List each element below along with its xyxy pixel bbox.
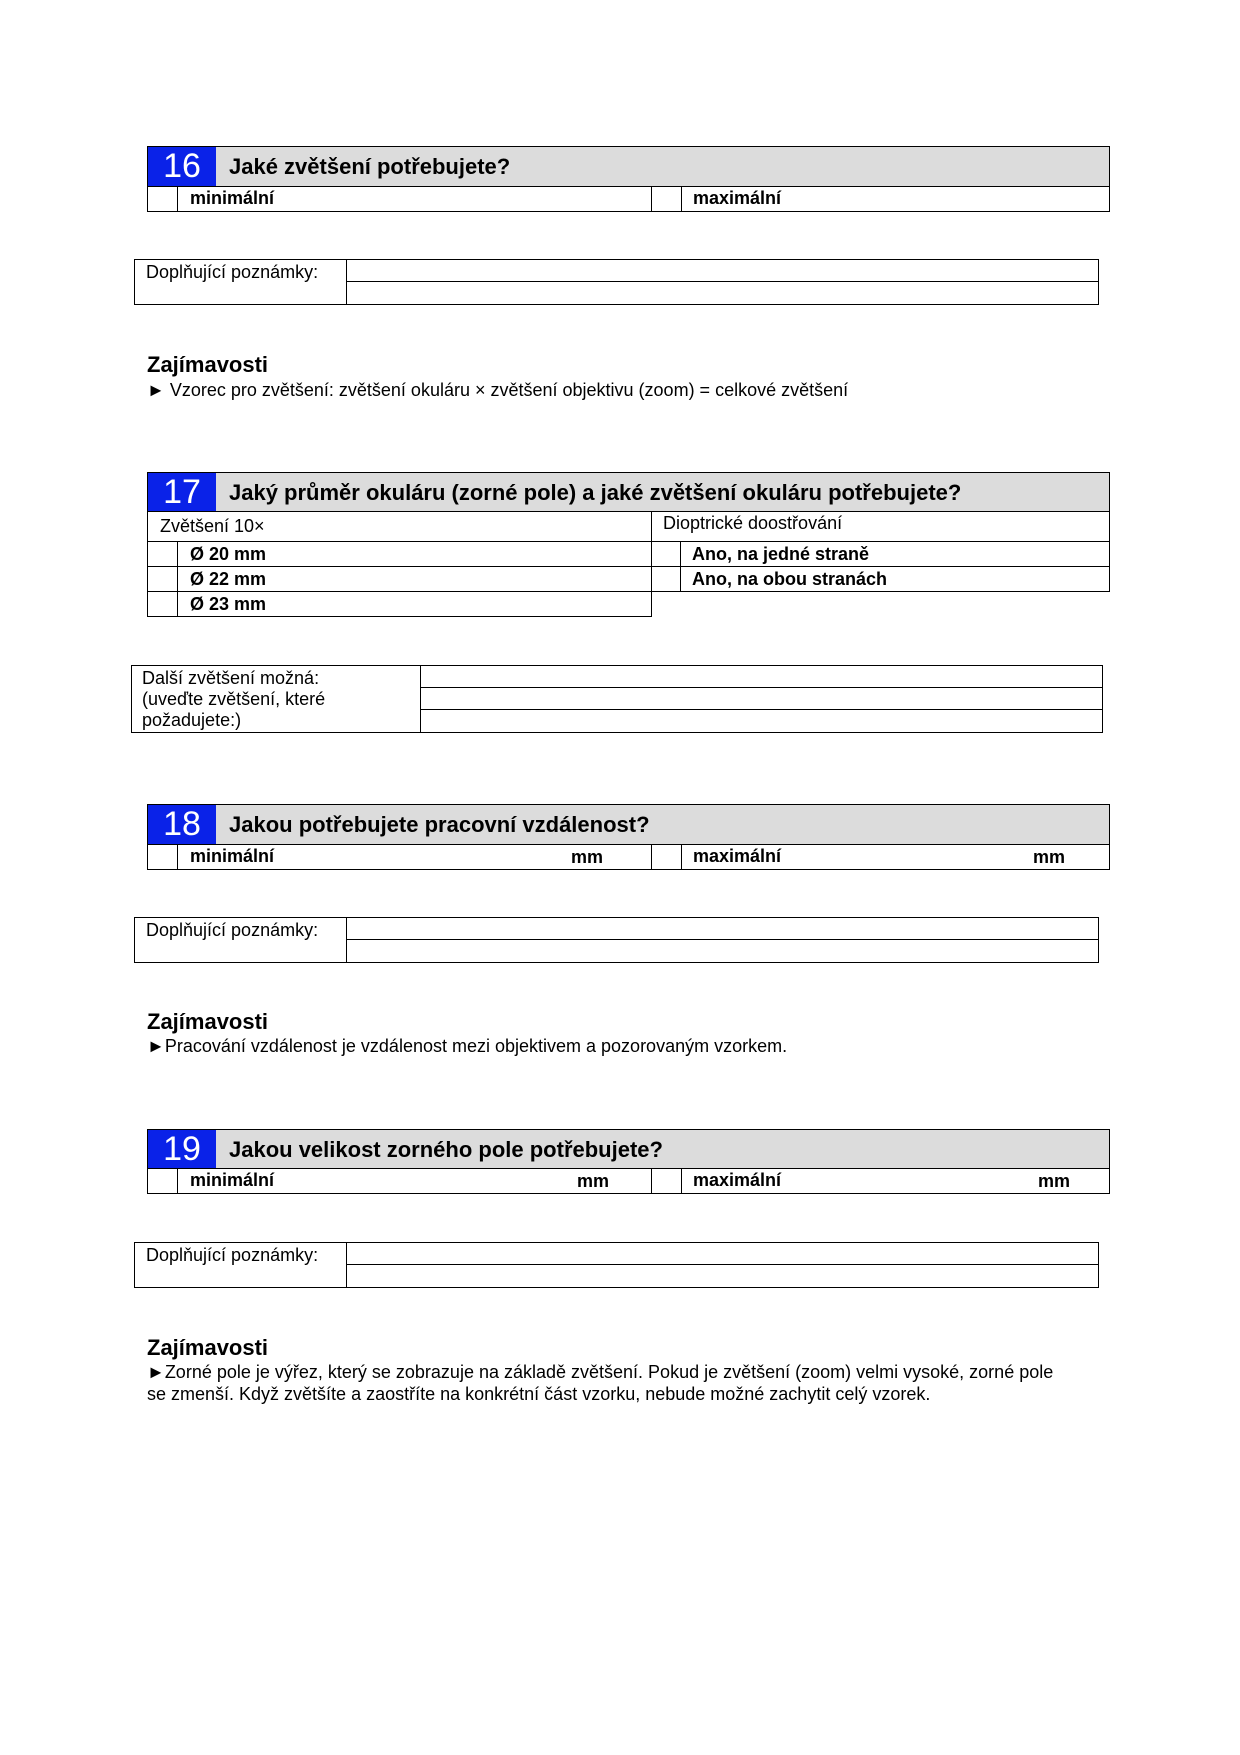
q18-max-checkbox[interactable] (652, 844, 682, 869)
q18-min-label: minimální (190, 846, 275, 866)
q17-extra-field-2[interactable] (421, 688, 1102, 710)
q18-min-unit: mm (571, 847, 604, 867)
q19-minmax-row (147, 1168, 1110, 1194)
q19-max-label: maximální (693, 1170, 782, 1190)
q16-notes-table (134, 259, 1099, 305)
q18-notes-field-2[interactable] (347, 940, 1098, 962)
q17-header (147, 472, 1110, 512)
q18-tip: ►Pracování vzdálenost je vzdálenost mezi objektivem a pozorovaným vzorkem. (147, 1036, 788, 1056)
q17-option-22mm: Ø 22 mm (190, 569, 267, 589)
q19-notes-label: Doplňující poznámky: (146, 1245, 319, 1265)
q16-notes-field-2[interactable] (347, 282, 1098, 304)
q16-max-label: maximální (693, 188, 782, 208)
q18-title: Jakou potřebujete pracovní vzdálenost? (229, 812, 650, 837)
q16-min-checkbox[interactable] (148, 186, 178, 211)
q19-number: 19 (148, 1130, 216, 1168)
q18-number: 18 (148, 805, 216, 844)
q18-tips-heading: Zajímavosti (147, 1009, 269, 1034)
q17-extra-label-2: (uveďte zvětšení, které (142, 689, 326, 709)
q16-max-checkbox[interactable] (652, 186, 682, 211)
q17-number: 17 (148, 473, 216, 511)
q17-right-header: Dioptrické doostřování (663, 513, 843, 533)
q19-max-unit: mm (1038, 1171, 1071, 1191)
q19-min-label: minimální (190, 1170, 275, 1190)
q17-option-20mm: Ø 20 mm (190, 544, 267, 564)
q17-extra-field-1[interactable] (421, 666, 1102, 688)
q16-tips-heading: Zajímavosti (147, 352, 269, 377)
q19-header (147, 1129, 1110, 1169)
q16-notes-label: Doplňující poznámky: (146, 262, 319, 282)
q19-notes-field-1[interactable] (347, 1243, 1098, 1265)
q19-title: Jakou velikost zorného pole potřebujete? (229, 1137, 663, 1162)
q17-extra-table (131, 665, 1103, 733)
q17-extra-label-1: Další zvětšení možná: (142, 668, 320, 688)
q17-right-table (651, 511, 1110, 592)
q17-option-both-sides: Ano, na obou stranách (692, 569, 888, 589)
q17-extra-label-3: požadujete:) (142, 710, 242, 730)
q16-tip: ► Vzorec pro zvětšení: zvětšení okuláru × zvětšení objektivu (zoom) = celkové zvětšení (147, 380, 849, 400)
q17-title: Jaký průměr okuláru (zorné pole) a jaké zvětšení okuláru potřebujete? (229, 480, 962, 505)
q18-minmax-row (147, 844, 1110, 870)
q18-notes-field-1[interactable] (347, 918, 1098, 940)
q16-minmax-row (147, 186, 1110, 212)
q19-max-checkbox[interactable] (652, 1168, 682, 1193)
q18-min-checkbox[interactable] (148, 844, 178, 869)
q16-number: 16 (148, 147, 216, 186)
q17-left-checkbox-2[interactable] (148, 567, 178, 591)
q16-min-label: minimální (190, 188, 275, 208)
q17-option-one-side: Ano, na jedné straně (692, 544, 870, 564)
q19-tip-line-2: se zmenší. Když zvětšíte a zaostříte na konkrétní část vzorku, nebude možné zachytit celý vzorek. (147, 1384, 931, 1404)
q16-header (147, 146, 1110, 187)
q18-notes-label: Doplňující poznámky: (146, 920, 319, 940)
q17-right-checkbox-2[interactable] (651, 567, 681, 591)
q17-left-checkbox-1[interactable] (148, 542, 178, 566)
q19-tips-heading: Zajímavosti (147, 1335, 269, 1360)
q17-option-23mm: Ø 23 mm (190, 594, 267, 614)
q19-notes-table (134, 1242, 1099, 1288)
q19-tip-line-1: ►Zorné pole je výřez, který se zobrazuje na základě zvětšení. Pokud je zvětšení (zoom) velmi vysoké, zorné pole (147, 1362, 1054, 1382)
q17-extra-field-3[interactable] (421, 710, 1102, 732)
q19-min-checkbox[interactable] (148, 1168, 178, 1193)
q18-max-unit: mm (1033, 847, 1066, 867)
q17-right-checkbox-1[interactable] (651, 542, 681, 566)
q19-notes-field-2[interactable] (347, 1265, 1098, 1287)
q18-header (147, 804, 1110, 845)
q18-max-label: maximální (693, 846, 782, 866)
q17-left-checkbox-3[interactable] (148, 592, 178, 616)
q16-title: Jaké zvětšení potřebujete? (229, 154, 511, 179)
q18-notes-table (134, 917, 1099, 963)
q17-left-table (147, 511, 652, 617)
q19-min-unit: mm (577, 1171, 610, 1191)
q16-notes-field-1[interactable] (347, 260, 1098, 282)
q17-left-header: Zvětšení 10× (160, 516, 265, 536)
